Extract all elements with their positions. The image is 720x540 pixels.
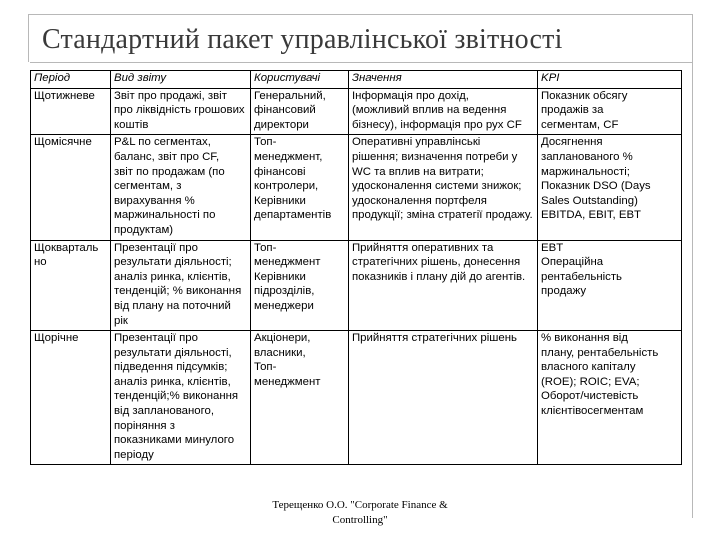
footer-line: Терещенко О.О. "Corporate Finance & xyxy=(272,499,448,511)
cell-line: сегментам, CF xyxy=(541,118,619,131)
cell-significance xyxy=(349,240,538,331)
cell-line: підведення підсумків; xyxy=(114,361,228,374)
cell-report-type xyxy=(111,240,251,331)
cell-line: менеджмент, xyxy=(254,150,323,163)
cell-line: но xyxy=(34,256,47,269)
cell-line: менеджери xyxy=(254,299,314,312)
cell-line: власники, xyxy=(254,346,306,359)
cell-line: Показник DSO (Days xyxy=(541,180,651,193)
cell-line: від плану на поточний xyxy=(114,299,231,312)
cell-line: Презентації про xyxy=(114,332,198,345)
table-row xyxy=(31,88,682,135)
cell-line: Щокварталь xyxy=(34,241,99,254)
cell-line: запланованого % xyxy=(541,150,633,163)
cell-line: (ROE); ROIC; EVA; xyxy=(541,375,640,388)
cell-line: періоду xyxy=(114,448,154,461)
cell-line: продуктам) xyxy=(114,223,174,236)
cell-line: вирахування % xyxy=(114,194,195,207)
cell-line: менеджмент xyxy=(254,375,321,388)
cell-period xyxy=(31,135,111,240)
cell-line: Звіт про продажі, звіт xyxy=(114,89,227,102)
cell-line: Щомісячне xyxy=(34,136,92,149)
cell-line: сегментам, з xyxy=(114,180,182,193)
table-header-row xyxy=(31,71,682,89)
cell-line: Акціонери, xyxy=(254,332,311,345)
cell-period xyxy=(31,331,111,465)
cell-line: департаментів xyxy=(254,209,332,222)
cell-users xyxy=(251,135,349,240)
cell-period xyxy=(31,240,111,331)
cell-line: про ліквідність грошових xyxy=(114,104,245,117)
cell-line: результати діяльності; xyxy=(114,256,232,269)
cell-line: Щорічне xyxy=(34,332,79,345)
cell-line: продажів за xyxy=(541,104,604,117)
frame-right-border xyxy=(692,14,693,518)
cell-line: P&L по сегментах, xyxy=(114,136,211,149)
cell-kpi xyxy=(538,135,682,240)
cell-line: Генеральний, xyxy=(254,89,326,102)
cell-line: Показник обсягу xyxy=(541,89,628,102)
cell-line: Керівники xyxy=(254,270,306,283)
cell-line: поріняння з xyxy=(114,419,175,432)
cell-line: показниками минулого xyxy=(114,434,235,447)
cell-line: аналіз ринка, клієнтів, xyxy=(114,375,231,388)
cell-line: (можливий вплив на ведення xyxy=(352,104,507,117)
cell-line: Презентації про xyxy=(114,241,198,254)
cell-line: маржинальності; xyxy=(541,165,630,178)
cell-line: Прийняття стратегічних рішень xyxy=(352,332,517,345)
cell-line: маржинальності по xyxy=(114,209,216,222)
cell-line: Оборот/чистевість xyxy=(541,390,639,403)
table-row xyxy=(31,240,682,331)
cell-line: баланс, звіт про CF, xyxy=(114,150,220,163)
cell-users xyxy=(251,240,349,331)
cell-line: аналіз ринка, клієнтів, xyxy=(114,270,231,283)
header-users: Користувачі xyxy=(251,71,349,89)
cell-line: удосконалення системи знижок; xyxy=(352,180,522,193)
cell-report-type xyxy=(111,331,251,465)
cell-line: коштів xyxy=(114,118,149,131)
cell-line: Топ- xyxy=(254,136,277,149)
cell-line: клієнтівосегментам xyxy=(541,405,644,418)
cell-kpi xyxy=(538,88,682,135)
cell-line: WC та вплив на витрати; xyxy=(352,165,484,178)
cell-line: менеджмент xyxy=(254,256,321,269)
cell-line: Sales Outstanding) xyxy=(541,194,638,207)
cell-line: рік xyxy=(114,314,128,327)
cell-line: тенденцій; % виконання xyxy=(114,285,242,298)
report-table xyxy=(30,70,682,465)
cell-line: від запланованого, xyxy=(114,405,215,418)
cell-line: EBITDA, EBIT, EBT xyxy=(541,209,642,222)
cell-line: Досягнення xyxy=(541,136,603,149)
table-body xyxy=(31,88,682,465)
frame-left-border xyxy=(28,14,29,62)
cell-line: Оперативні управлінські xyxy=(352,136,481,149)
cell-line: фінансовий xyxy=(254,104,316,117)
cell-kpi xyxy=(538,240,682,331)
cell-users xyxy=(251,331,349,465)
cell-line: продукції; зміна стратегії продажу. xyxy=(352,209,533,222)
cell-line: показників і плану дій до агентів. xyxy=(352,270,526,283)
cell-line: EBT xyxy=(541,241,564,254)
cell-line: Керівники xyxy=(254,194,306,207)
cell-line: удосконалення портфеля xyxy=(352,194,487,207)
footer-line: Controlling" xyxy=(332,514,388,526)
cell-kpi xyxy=(538,331,682,465)
slide-title: Стандартний пакет управлінської звітності xyxy=(42,24,563,55)
cell-significance xyxy=(349,331,538,465)
table-row xyxy=(31,331,682,465)
cell-significance xyxy=(349,88,538,135)
cell-users xyxy=(251,88,349,135)
cell-line: рентабельність xyxy=(541,270,622,283)
header-report-type: Вид звіту xyxy=(111,71,251,89)
cell-line: Щотижневе xyxy=(34,89,95,102)
cell-line: фінансові xyxy=(254,165,306,178)
cell-line: директори xyxy=(254,118,309,131)
cell-line: стратегічних рішень, донесення xyxy=(352,256,521,269)
cell-line: звіт по продажам (по xyxy=(114,165,225,178)
header-kpi: KPI xyxy=(538,71,682,89)
cell-report-type xyxy=(111,135,251,240)
cell-report-type xyxy=(111,88,251,135)
cell-line: бізнесу), інформація про рух CF xyxy=(352,118,522,131)
slide-footer xyxy=(240,498,480,528)
cell-line: Прийняття оперативних та xyxy=(352,241,494,254)
cell-line: рішення; визначення потреби у xyxy=(352,150,518,163)
frame-top-border xyxy=(28,14,692,15)
cell-line: Топ- xyxy=(254,241,277,254)
title-divider xyxy=(30,62,692,63)
cell-line: % виконання від xyxy=(541,332,628,345)
header-significance: Значення xyxy=(349,71,538,89)
cell-line: тенденцій;% виконання xyxy=(114,390,239,403)
cell-line: Інформація про дохід, xyxy=(352,89,469,102)
cell-significance xyxy=(349,135,538,240)
cell-line: власного капіталу xyxy=(541,361,636,374)
cell-line: контролери, xyxy=(254,180,319,193)
cell-period xyxy=(31,88,111,135)
header-period: Період xyxy=(31,71,111,89)
cell-line: продажу xyxy=(541,285,587,298)
cell-line: Топ- xyxy=(254,361,277,374)
table-row xyxy=(31,135,682,240)
cell-line: результати діяльності, xyxy=(114,346,232,359)
cell-line: Операційна xyxy=(541,256,604,269)
cell-line: підрозділів, xyxy=(254,285,315,298)
cell-line: плану, рентабельність xyxy=(541,346,659,359)
